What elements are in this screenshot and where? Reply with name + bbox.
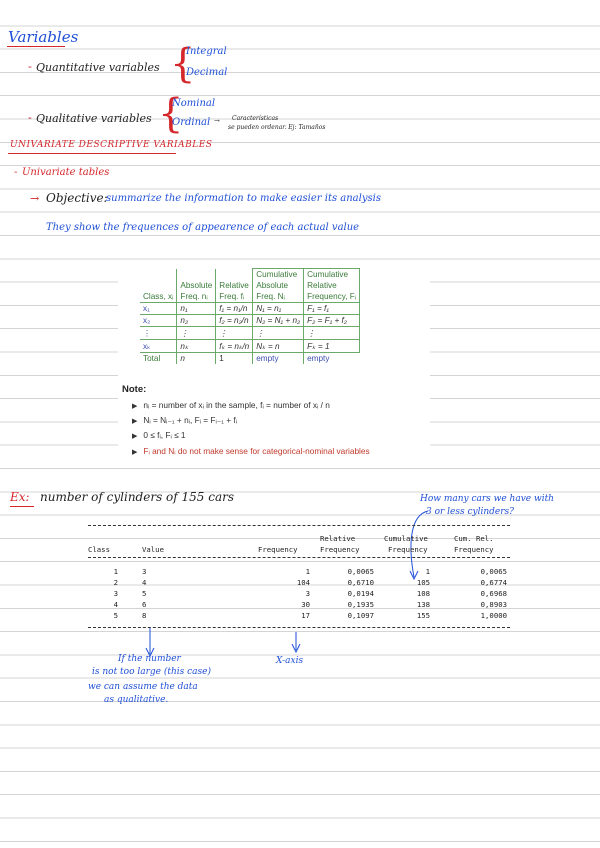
listing-cell: 5 [113,611,118,620]
table-cell: f₂ = n₂/n [216,315,253,327]
listing-cell: 138 [416,600,430,609]
note-item [132,430,186,440]
table-cell: ⋮ [216,327,253,340]
header-cell: Freq. Nᵢ [253,291,304,303]
table-cell: N₁ = n₁ [253,303,304,315]
table-cell: empty [304,353,360,365]
listing-cell: 1 [113,567,118,576]
ordinal-note-line2: se pueden ordenar. Ej: Tamaños [228,124,326,131]
section-heading: UNIVARIATE DESCRIPTIVE VARIABLES [10,140,213,150]
table-cell: ⋮ [304,327,360,340]
listing-cell: 0,1935 [347,600,374,609]
table-total-row [140,353,360,365]
listing-header: Frequency [258,545,298,554]
listing-cell: 104 [296,578,310,587]
bullet-dash: - [28,111,32,124]
table-cell: empty [253,353,304,365]
table-cell: nₖ [177,340,216,353]
qual-type-ordinal: Ordinal [172,117,211,128]
triangle-bullet-icon: ▶ [132,433,138,440]
listing-row [88,567,508,577]
bullet-dash: - [14,167,18,178]
listing-cell: 1 [425,567,430,576]
listing-cell: 0,6968 [480,589,507,598]
objective-text: summarize the information to make easier its analysis [106,193,381,204]
qualitative-brace: { [158,91,184,137]
qualitative-label: Qualitative variables [36,112,152,125]
header-cell: Absolute [253,280,304,291]
listing-cell: 0,1097 [347,611,374,620]
quantitative-label: Quantitative variables [36,61,160,74]
qual-type-nominal: Nominal [172,98,216,109]
listing-cell: 4 [142,578,147,587]
xaxis-note: X-axis [276,656,304,666]
univariate-bullet: Univariate tables [22,167,110,178]
listing-cell: 8 [142,611,147,620]
listing-cell: 3 [142,567,147,576]
annotation-line3: we can assume the data [88,682,198,692]
table-cell: Nₖ = n [253,340,304,353]
listing-cell: 108 [416,589,430,598]
header-cell: Relative [304,280,360,291]
header-cell [177,269,216,281]
note-text: Nᵢ = Nᵢ₋₁ + nᵢ, Fᵢ = Fᵢ₋₁ + fᵢ [143,415,238,425]
quantitative-brace: { [170,41,196,87]
listing-cell: 105 [416,578,430,587]
section-underline [8,153,176,154]
title-underline [7,46,65,47]
example-underline [10,506,34,507]
frequency-table-figure [118,264,430,464]
listing-header: Cum. Rel. [454,534,494,543]
table-cell: xₖ [140,340,177,353]
page-title: Variables [8,28,79,46]
annotation-line4: as qualitative. [104,695,169,705]
table-cell: 1 [216,353,253,365]
show-text: They show the frequences of appearence of each actual value [46,222,360,233]
triangle-bullet-icon: ▶ [132,418,138,425]
listing-cell: 0,6710 [347,578,374,587]
table-row [140,315,360,327]
listing-header: Frequency [454,545,494,554]
listing-cell: 0,0065 [347,567,374,576]
table-row [140,340,360,353]
table-cell: n [177,353,216,365]
listing-cell: 6 [142,600,147,609]
listing-row [88,578,508,588]
header-cell: Absolute [177,280,216,291]
question-line2: 3 or less cylinders? [426,507,514,517]
header-cell [140,280,177,291]
listing-cell: 30 [301,600,310,609]
objective-label: Objective: [46,191,108,205]
listing-header-row [88,534,508,544]
example-label: Ex: [10,490,30,504]
note-text: Fᵢ and Nᵢ do not make sense for categorical-nominal variables [143,446,370,456]
arrow-down-icon [286,630,306,658]
note-item [132,446,370,456]
listing-header-row [88,545,508,555]
quant-type-decimal: Decimal [186,67,228,78]
header-cell: Freq. nᵢ [177,291,216,303]
table-cell: F₂ = F₁ + f₂ [304,315,360,327]
header-cell: Freq. fᵢ [216,291,253,303]
listing-cell: 3 [305,589,310,598]
table-cell: fₖ = nₖ/n [216,340,253,353]
listing-header: Cumulative [384,534,428,543]
table-cell: Total [140,353,177,365]
header-cell: Relative [216,280,253,291]
listing-cell: 1,0000 [480,611,507,620]
triangle-bullet-icon: ▶ [132,403,138,410]
bullet-dash: - [28,60,32,73]
header-cell [140,269,177,281]
header-cell: Class, xᵢ [140,291,177,303]
question-line1: How many cars we have with [420,494,554,504]
listing-cell: 3 [113,589,118,598]
table-cell: n₂ [177,315,216,327]
table-cell: ⋮ [140,327,177,340]
listing-header: Class [88,545,110,554]
listing-cell: 5 [142,589,147,598]
listing-divider [88,525,510,526]
listing-cell: 155 [416,611,430,620]
arrow-icon: → [30,192,40,205]
listing-header: Frequency [320,545,360,554]
listing-row [88,600,508,610]
table-cell: x₁ [140,303,177,315]
quant-type-integral: Integral [186,46,227,57]
header-cell: Frequency, Fᵢ [304,291,360,303]
table-cell: F₁ = f₁ [304,303,360,315]
listing-header: Value [142,545,164,554]
listing-cell: 4 [113,600,118,609]
annotation-line1: If the number [118,654,181,664]
table-cell: ⋮ [253,327,304,340]
ordinal-arrow: → [214,117,220,125]
example-text: number of cylinders of 155 cars [40,490,235,504]
listing-row [88,589,508,599]
table-cell: x₂ [140,315,177,327]
header-cell: Cumulative [253,269,304,281]
table-cell: N₂ = N₁ + n₂ [253,315,304,327]
triangle-bullet-icon: ▶ [132,449,138,456]
listing-row [88,611,508,621]
listing-divider [88,557,510,558]
annotation-line2: is not too large (this case) [92,667,212,677]
ordinal-note-line1: Características [232,115,279,122]
listing-cell: 17 [301,611,310,620]
table-row [140,303,360,315]
listing-cell: 0,8903 [480,600,507,609]
table-cell: f₁ = n₁/n [216,303,253,315]
listing-cell: 1 [305,567,310,576]
listing-cell: 0,0065 [480,567,507,576]
listing-header: Relative [320,534,356,543]
listing-cell: 0,0194 [347,589,374,598]
header-cell [216,269,253,281]
frequency-table [140,268,360,364]
header-cell: Cumulative [304,269,360,281]
note-text: 0 ≤ fᵢ, Fᵢ ≤ 1 [143,430,186,440]
note-title: Note: [122,384,147,395]
table-cell: n₁ [177,303,216,315]
note-item [132,415,237,425]
listing-header: Frequency [388,545,428,554]
table-cell: ⋮ [177,327,216,340]
listing-cell: 0,6774 [480,578,507,587]
table-row [140,327,360,340]
note-text: nᵢ = number of xᵢ in the sample, fᵢ = number of xᵢ / n [143,400,330,410]
listing-cell: 2 [113,578,118,587]
table-cell: Fₖ = 1 [304,340,360,353]
note-item [132,400,330,410]
